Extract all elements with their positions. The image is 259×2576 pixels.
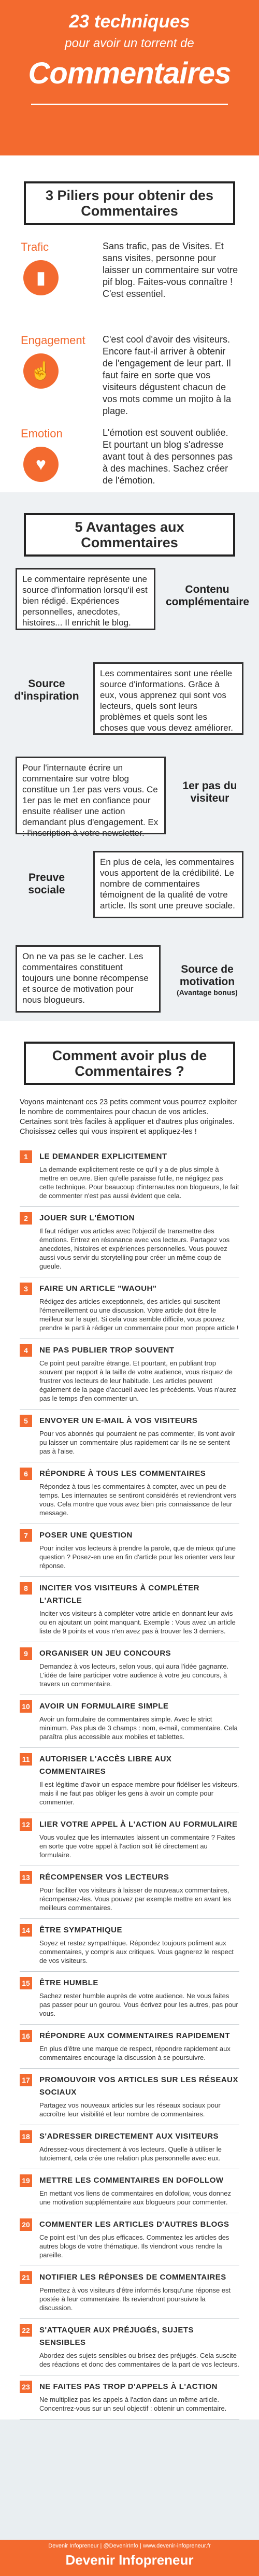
tip-text: Abordez des sujets sensibles ou brisez des préjugés. Cela suscite des réactions et donc des commentaires de la part de vos lecteurs. — [39, 2352, 239, 2368]
tip-item — [20, 1462, 239, 1524]
tip-text: Pour inciter vos lecteurs à prendre la parole, que de mieux qu'une question ? Posez-en une en fin d'article pour les orienter vers leur réponse. — [39, 1544, 236, 1570]
tip-number: 8 — [20, 1582, 32, 1595]
pillar-text: C'est cool d'avoir des visiteurs. Encore faut-il arriver à obtenir de l'engagement de leur part. Il faut faire en sorte que vos visiteurs dégustent chacun de vos mots comme un mojito à la plage. — [103, 334, 232, 416]
pillar-text: L'émotion est souvent oubliée. Et pourtant un blog s'adresse avant tout à des personnes pas à des machines. Sachez créer de l'émotion. — [103, 428, 233, 486]
tip-text: Avoir un formulaire de commentaires simple. Avec le strict minimum. Pas plus de 3 champs : nom, e-mail, commentaire. Cela paraîtra plus accessible aux mobiles et tablettes. — [39, 1715, 238, 1741]
tip-number: 15 — [20, 1977, 32, 1989]
tip-number: 9 — [20, 1647, 32, 1660]
tip-text: Sachez rester humble auprès de votre audience. Ne vous faites pas passer pour un gourou. Vous écrivez pour les autres, pas pour vous. — [39, 1992, 238, 2017]
tip-item — [20, 1339, 239, 1410]
pillars-section — [0, 155, 259, 492]
advantage-text: Le commentaire représente une source d'information lorsqu'il est bien rédigé. Expériences personnelles, anecdotes, histoires... Il enrichit le blog. — [16, 568, 155, 630]
tip-text: Adressez-vous directement à vos lecteurs. Quelle à utiliser le tutoiement, cela crée une relation plus personnelle avec eux. — [39, 2145, 222, 2162]
heart-icon: ♥ — [23, 447, 59, 482]
pillar-item — [0, 334, 259, 416]
tip-title: RÉPONDRE AUX COMMENTAIRES RAPIDEMENT — [39, 2031, 231, 2040]
tip-title: RÉPONDRE À TOUS LES COMMENTAIRES — [39, 1469, 206, 1478]
advantage-text: Pour l'internaute écrire un commentaire sur votre blog constitue un 1er pas vers vous. Ce 1er pas le met en confiance pour ensuite réaliser une action demandant plus d'engagement. Ex : l'inscription à votre newsletter. — [16, 757, 166, 834]
tip-text: En plus d'être une marque de respect, répondre rapidement aux commentaires encourage la discussion à se poursuivre. — [39, 2045, 231, 2061]
tip-text: Pour vos abonnés qui pourraient ne pas commenter, ils vont avoir pu laisser un commentaire plus rapidement car ils ne se sentent pas à l'aise. — [39, 1430, 235, 1455]
tip-item — [20, 1919, 239, 1972]
tip-number: 14 — [20, 1924, 32, 1937]
pillar-text: Sans trafic, pas de Visites. Et sans visites, personne pour laisser un commentaire sur votre pif blog. Faites-vous connaître ! C'est essentiel. — [103, 241, 238, 299]
tip-item — [20, 1972, 239, 2025]
tip-number: 22 — [20, 2324, 32, 2337]
tip-item — [20, 2266, 239, 2319]
tip-item — [20, 2125, 239, 2169]
advantage-label: Preuve sociale — [28, 872, 65, 896]
tip-item — [20, 1145, 239, 1207]
tip-number: 13 — [20, 1871, 32, 1884]
pillar-label: Trafic — [21, 240, 49, 253]
tip-item — [20, 1642, 239, 1695]
advantage-label: Source d'inspiration — [14, 678, 79, 702]
tips-list — [0, 1145, 259, 2420]
advantages-title: 5 Avantages aux Commentaires — [24, 513, 235, 557]
tip-number: 17 — [20, 2074, 32, 2086]
tip-item — [20, 2169, 239, 2213]
advantage-label: Contenu complémentaire — [166, 583, 250, 608]
tip-title: AVOIR UN FORMULAIRE SIMPLE — [39, 1702, 169, 1711]
tip-text: Permettez à vos visiteurs d'être informés lorsqu'une réponse est postée à leur commentaire. Ils reviendront poursuivre la discussion. — [39, 2286, 231, 2312]
tip-number: 2 — [20, 1212, 32, 1225]
tip-text: Il faut rédiger vos articles avec l'objectif de transmettre des émotions. Entrez en résonance avec vos lecteurs. Partagez vos anecdotes, histoires et expériences personnelles. Vous pouvez aussi vous servir du storytelling pour créer un même coup de gueule. — [39, 1227, 230, 1270]
pillar-label: Emotion — [21, 427, 63, 440]
pointer-icon: ☝ — [23, 353, 59, 389]
tip-item — [20, 1410, 239, 1462]
tip-number: 16 — [20, 2030, 32, 2042]
tip-item — [20, 1748, 239, 1813]
how-title: Comment avoir plus de Commentaires ? — [24, 1042, 235, 1085]
tip-title: INCITER VOS VISITEURS À COMPLÉTER L'ARTICLE — [39, 1584, 200, 1605]
tip-text: Partagez vos nouveaux articles sur les réseaux sociaux pour accroître leur visibilité et leur nombre de commentaires. — [39, 2101, 221, 2118]
tip-title: ÊTRE SYMPATHIQUE — [39, 1926, 122, 1934]
bar-chart-icon: ▮ — [23, 260, 59, 295]
tip-text: Inciter vos visiteurs à compléter votre article en donnant leur avis ou en ajoutant un point manquant. Exemple : Vous avez un article liste de 9 points et vous n'en avez pas à trouver les 3 derniers. — [39, 1610, 236, 1635]
tip-text: En mettant vos liens de commentaires en dofollow, vous donnez une motivation supplémentaire aux blogueurs pour commenter. — [39, 2189, 231, 2206]
tip-text: Ce point peut paraître étrange. Et pourtant, en publiant trop souvent par rapport à la taille de votre audience, vous risquez de frustrer vos lecteurs de leur habitude. Les articles peuvent également de la page d'accueil avec les précédents. Vous n'aurez pas le temps d'en commenter un. — [39, 1359, 237, 1402]
tip-title: ORGANISER UN JEU CONCOURS — [39, 1649, 171, 1658]
tip-number: 12 — [20, 1818, 32, 1831]
tip-text: Ce point est l'un des plus efficaces. Commentez les articles des autres blogs de votre thématique. Ils viendront vous rendre la pareille. — [39, 2233, 229, 2259]
tip-text: Répondez à tous les commentaires à compter, avec un peu de temps. Les internautes se sentiront considérés et reviendront vers vous. Cela montre que vous avez bien pris connaissance de leur message. — [39, 1483, 237, 1517]
header-line-3: Commentaires — [28, 56, 231, 90]
footer-links: Devenir Infopreneur | @DevenirInfo | www.devenir-infopreneur.fr — [48, 2543, 211, 2549]
advantage-label: 1er pas du visiteur — [182, 780, 237, 804]
tip-item — [20, 2069, 239, 2125]
pillar-label: Engagement — [21, 334, 85, 347]
header-line-1: 23 techniques — [69, 11, 190, 32]
tip-number: 5 — [20, 1415, 32, 1427]
tip-title: LIER VOTRE APPEL À L'ACTION AU FORMULAIRE — [39, 1820, 238, 1829]
tip-item — [20, 1207, 239, 1277]
tip-text: Rédigez des articles exceptionnels, des articles qui suscitent l'émerveillement ou une discussion. Votre article doit être le meilleur sur le sujet. Si cela vous semble difficile, vous pouvez prendre le parti à rédiger un commentaire pour mon propre article ! — [39, 1298, 239, 1332]
tip-text: La demande explicitement reste ce qu'il y a de plus simple à mettre en oeuvre. Bien qu'elle paraisse futile, ne négligez pas cette technique. Pour beaucoup d'internautes non blogueurs, le fait de commenter n'est pas aussi évident que cela. — [39, 1165, 239, 1200]
footer — [0, 2540, 259, 2576]
tip-title: S'ADRESSER DIRECTEMENT AUX VISITEURS — [39, 2132, 219, 2141]
how-intro: Voyons maintenant ces 23 petits comment vous pourrez exploiter le nombre de commentaires pour chacun de vos articles. Certaines sont très faciles à appliquer et d'autres plus originales. Choisissez celles qui vous inspirent et appliquez-les ! — [20, 1098, 237, 1136]
tip-title: ENVOYER UN E-MAIL À VOS VISITEURS — [39, 1416, 198, 1425]
tip-number: 6 — [20, 1468, 32, 1480]
tip-title: JOUER SUR L'ÉMOTION — [39, 1214, 135, 1222]
tip-number: 4 — [20, 1344, 32, 1357]
tip-number: 1 — [20, 1150, 32, 1163]
tip-number: 19 — [20, 2174, 32, 2187]
tip-item — [20, 1866, 239, 1919]
tip-title: ÊTRE HUMBLE — [39, 1979, 98, 1987]
advantage-text: On ne va pas se le cacher. Les commentaires constituent toujours une bonne récompense et source de motivation pour nous blogueurs. — [16, 945, 161, 1013]
tip-title: PROMOUVOIR VOS ARTICLES SUR LES RÉSEAUX SOCIAUX — [39, 2075, 238, 2097]
pillar-item — [0, 240, 259, 318]
tip-number: 3 — [20, 1283, 32, 1295]
advantage-label-sub: (Avantage bonus) — [177, 988, 238, 997]
tip-number: 21 — [20, 2271, 32, 2284]
header-line-2: pour avoir un torrent de — [65, 36, 194, 50]
tip-number: 7 — [20, 1529, 32, 1542]
footer-brand: Devenir Infopreneur — [65, 2552, 194, 2568]
advantage-item — [0, 945, 259, 1028]
tip-item — [20, 1695, 239, 1748]
tip-number: 18 — [20, 2130, 32, 2143]
advantage-item — [0, 851, 259, 934]
tip-text: Il est légitime d'avoir un espace membre pour fidéliser les visiteurs, mais il ne faut pas obliger les gens à avoir un compte pour commenter. — [39, 1781, 239, 1806]
tip-number: 10 — [20, 1700, 32, 1713]
advantage-text: En plus de cela, les commentaires vous apportent de la crédibilité. Le nombre de commentaires témoignent de la qualité de votre article. Ils sont une preuve sociale. — [93, 851, 243, 918]
advantage-text: Les commentaires sont une réelle source d'informations. Grâce à eux, vous apprenez qui sont vos lecteurs, quels sont leurs problèmes et quels sont les choses que vous devez améliorer. — [93, 662, 243, 735]
advantage-label — [168, 963, 246, 997]
advantage-item — [0, 568, 259, 651]
tip-text: Vous voulez que les internautes laissent un commentaire ? Faites en sorte que votre appel à l'action soit lié directement au formulaire. — [39, 1833, 235, 1859]
tip-title: S'ATTAQUER AUX PRÉJUGÉS, SUJETS SENSIBLES — [39, 2326, 194, 2347]
advantage-item — [0, 757, 259, 839]
tip-text: Demandez à vos lecteurs, selon vous, qui aura l'idée gagnante. L'idée de faire participer votre audience à votre jeu concours, à travers un commentaire. — [39, 1662, 229, 1688]
tip-title: COMMENTER LES ARTICLES D'AUTRES BLOGS — [39, 2220, 229, 2229]
tip-item — [20, 2319, 239, 2375]
tip-title: LE DEMANDER EXPLICITEMENT — [39, 1152, 167, 1161]
tip-item — [20, 1277, 239, 1339]
advantages-section — [0, 492, 259, 1021]
header-divider — [31, 104, 228, 105]
tip-title: METTRE LES COMMENTAIRES EN DOFOLLOW — [39, 2176, 224, 2185]
tip-item — [20, 2213, 239, 2266]
tip-title: POSER UNE QUESTION — [39, 1531, 133, 1540]
tip-item — [20, 1577, 239, 1642]
advantage-item — [0, 662, 259, 745]
tip-number: 20 — [20, 2218, 32, 2231]
tip-title: RÉCOMPENSER VOS LECTEURS — [39, 1873, 169, 1882]
tip-item — [20, 2375, 239, 2420]
tip-title: AUTORISER L'ACCÈS LIBRE AUX COMMENTAIRES — [39, 1755, 172, 1776]
how-section — [0, 1021, 259, 2420]
tip-text: Ne multipliez pas les appels à l'action dans un même article. Concentrez-vous sur un seul objectif : obtenir un commentaire. — [39, 2396, 227, 2412]
header-banner — [0, 0, 259, 155]
tip-title: NOTIFIER LES RÉPONSES DE COMMENTAIRES — [39, 2273, 226, 2282]
tip-text: Pour faciliter vos visiteurs à laisser de nouveaux commentaires, récompensez-les. Vous pouvez par exemple mettre en avant les meilleurs commentaires. — [39, 1886, 231, 1912]
tip-number: 11 — [20, 1753, 32, 1766]
pillars-title: 3 Piliers pour obtenir des Commentaires — [24, 181, 235, 225]
tip-number: 23 — [20, 2381, 32, 2393]
tip-item — [20, 1524, 239, 1577]
tip-title: FAIRE UN ARTICLE "WAOUH" — [39, 1284, 157, 1293]
tip-item — [20, 1813, 239, 1866]
tip-title: NE PAS PUBLIER TROP SOUVENT — [39, 1346, 175, 1355]
tip-title: NE FAITES PAS TROP D'APPELS À L'ACTION — [39, 2382, 218, 2391]
advantage-label-main: Source de motivation — [179, 963, 235, 988]
tip-text: Soyez et restez sympathique. Répondez toujours poliment aux commentaires, y compris aux critiques. Vous gagnerez le respect de vos visiteurs. — [39, 1939, 234, 1965]
tip-item — [20, 2025, 239, 2069]
